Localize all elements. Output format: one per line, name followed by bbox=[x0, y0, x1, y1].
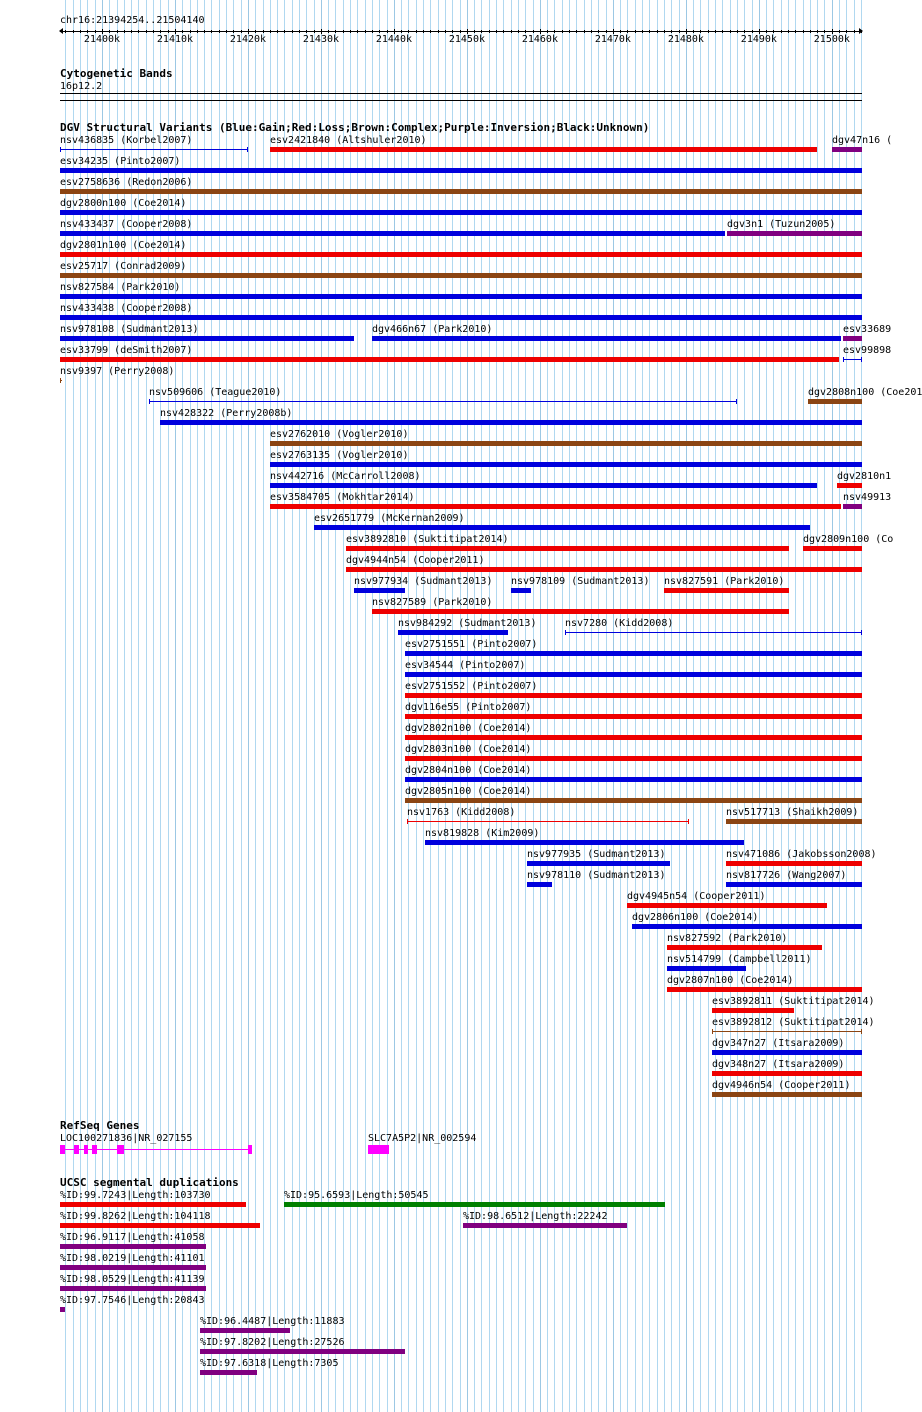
sv-feature-bar[interactable] bbox=[60, 189, 862, 194]
sv-feature-bar[interactable] bbox=[60, 315, 862, 320]
feature-label: esv2758636 (Redon2006) bbox=[60, 177, 193, 188]
sv-feature-bar[interactable] bbox=[405, 735, 862, 740]
feature-label: nsv442716 (McCarroll2008) bbox=[270, 471, 421, 482]
ruler-tick bbox=[773, 30, 774, 33]
feature-end-cap bbox=[861, 630, 862, 635]
ruler-tick bbox=[138, 30, 139, 33]
feature-label: dgv2809n100 (Co bbox=[803, 534, 894, 545]
feature-label: nsv428322 (Perry2008b) bbox=[160, 408, 293, 419]
ruler-tick bbox=[197, 30, 198, 33]
segdup-bar[interactable] bbox=[60, 1223, 260, 1228]
feature-end-cap bbox=[60, 378, 61, 383]
ruler-tick bbox=[306, 30, 307, 33]
feature-label: nsv827592 (Park2010) bbox=[667, 933, 788, 944]
ruler-tick bbox=[576, 30, 577, 33]
sv-feature-bar[interactable] bbox=[60, 149, 248, 150]
feature-label: dgv347n27 (Itsara2009) bbox=[712, 1038, 845, 1049]
feature-label: esv33689 bbox=[843, 324, 892, 335]
feature-label: %ID:98.0219|Length:41101 bbox=[60, 1253, 205, 1264]
feature-label: dgv116e55 (Pinto2007) bbox=[405, 702, 532, 713]
ruler-tick bbox=[693, 30, 694, 33]
sv-feature-bar[interactable] bbox=[425, 840, 744, 845]
ruler-tick bbox=[372, 30, 373, 33]
sv-feature-bar[interactable] bbox=[405, 756, 862, 761]
ruler-tick bbox=[131, 30, 132, 33]
ruler-tick bbox=[80, 30, 81, 33]
ruler-tick bbox=[649, 30, 650, 33]
ruler-tick bbox=[401, 30, 402, 33]
sv-feature-bar[interactable] bbox=[832, 147, 862, 152]
cytoband-line-top bbox=[60, 93, 862, 94]
feature-label: dgv2806n100 (Coe2014) bbox=[632, 912, 759, 923]
feature-label: nsv517713 (Shaikh2009) bbox=[726, 807, 859, 818]
refseq-title: RefSeq Genes bbox=[60, 1119, 140, 1132]
sv-feature-bar[interactable] bbox=[565, 632, 862, 633]
cytoband-label: 16p12.2 bbox=[60, 81, 103, 92]
feature-label: esv34544 (Pinto2007) bbox=[405, 660, 526, 671]
sv-feature-bar[interactable] bbox=[270, 504, 841, 509]
feature-end-cap bbox=[712, 1029, 713, 1034]
ruler-tick bbox=[591, 30, 592, 33]
gene-exon[interactable] bbox=[368, 1145, 389, 1154]
sv-feature-bar[interactable] bbox=[405, 651, 862, 656]
gene-exon[interactable] bbox=[248, 1145, 252, 1154]
feature-label: nsv977934 (Sudmant2013) bbox=[354, 576, 493, 587]
feature-label: dgv47n16 ( bbox=[832, 135, 893, 146]
feature-end-cap bbox=[736, 399, 737, 404]
ruler-tick bbox=[343, 30, 344, 33]
feature-label: esv2751551 (Pinto2007) bbox=[405, 639, 538, 650]
ruler-tick bbox=[299, 30, 300, 33]
sv-feature-bar[interactable] bbox=[632, 924, 862, 929]
sv-feature-bar[interactable] bbox=[270, 462, 862, 467]
segdup-bar[interactable] bbox=[60, 1244, 206, 1249]
feature-label: %ID:99.8262|Length:104118 bbox=[60, 1211, 211, 1222]
feature-label: nsv433438 (Cooper2008) bbox=[60, 303, 193, 314]
ruler-tick bbox=[474, 30, 475, 33]
sv-feature-bar[interactable] bbox=[712, 1031, 862, 1032]
gene-exon[interactable] bbox=[117, 1145, 124, 1154]
ruler-tick bbox=[744, 30, 745, 33]
feature-label: dgv2807n100 (Coe2014) bbox=[667, 975, 794, 986]
gene-intron-line bbox=[60, 1149, 252, 1150]
ruler-tick bbox=[219, 30, 220, 33]
feature-label: esv99898 bbox=[843, 345, 892, 356]
feature-label: nsv514799 (Campbell2011) bbox=[667, 954, 812, 965]
segdup-bar[interactable] bbox=[200, 1349, 405, 1354]
sv-feature-bar[interactable] bbox=[667, 966, 746, 971]
sv-feature-bar[interactable] bbox=[843, 336, 862, 341]
segdup-bar[interactable] bbox=[60, 1286, 206, 1291]
feature-end-cap bbox=[843, 357, 844, 362]
segdup-bar[interactable] bbox=[200, 1370, 257, 1375]
feature-label: esv3892810 (Suktitipat2014) bbox=[346, 534, 509, 545]
ruler-tick bbox=[708, 30, 709, 33]
sv-feature-bar[interactable] bbox=[372, 336, 841, 341]
ruler-tick bbox=[87, 30, 88, 33]
ruler-tick bbox=[781, 30, 782, 33]
ruler-tick bbox=[569, 30, 570, 33]
ruler-tick bbox=[314, 30, 315, 33]
ruler-tick bbox=[620, 30, 621, 33]
sv-feature-bar[interactable] bbox=[843, 504, 862, 509]
ruler-tick bbox=[379, 30, 380, 33]
ruler-tick bbox=[503, 30, 504, 33]
ruler-tick bbox=[357, 30, 358, 33]
feature-end-cap bbox=[688, 819, 689, 824]
feature-label: nsv509606 (Teague2010) bbox=[149, 387, 282, 398]
ruler-tick bbox=[270, 30, 271, 33]
feature-label: nsv827589 (Park2010) bbox=[372, 597, 493, 608]
feature-label: dgv4946n54 (Cooper2011) bbox=[712, 1080, 851, 1091]
ruler-tick bbox=[700, 30, 701, 33]
ruler-tick-label: 21460k bbox=[521, 34, 558, 45]
sv-feature-bar[interactable] bbox=[372, 609, 789, 614]
segdup-bar[interactable] bbox=[60, 1307, 65, 1312]
ruler-tick bbox=[525, 30, 526, 33]
sv-feature-bar[interactable] bbox=[354, 588, 405, 593]
ruler-tick bbox=[241, 30, 242, 33]
feature-label: esv2421840 (Altshuler2010) bbox=[270, 135, 427, 146]
ruler-tick bbox=[95, 30, 96, 33]
sv-feature-bar[interactable] bbox=[667, 945, 822, 950]
feature-label: LOC100271836|NR_027155 bbox=[60, 1133, 193, 1144]
sv-feature-bar[interactable] bbox=[405, 777, 862, 782]
feature-end-cap bbox=[861, 357, 862, 362]
ruler-tick bbox=[109, 30, 110, 33]
sv-feature-bar[interactable] bbox=[160, 420, 862, 425]
feature-label: esv2651779 (McKernan2009) bbox=[314, 513, 465, 524]
ruler-tick bbox=[598, 30, 599, 33]
feature-label: esv2751552 (Pinto2007) bbox=[405, 681, 538, 692]
sv-feature-bar[interactable] bbox=[405, 714, 862, 719]
segdup-bar[interactable] bbox=[463, 1223, 627, 1228]
ruler-tick bbox=[737, 30, 738, 33]
feature-label: dgv2804n100 (Coe2014) bbox=[405, 765, 532, 776]
feature-label: esv3892811 (Suktitipat2014) bbox=[712, 996, 875, 1007]
ruler-tick bbox=[226, 30, 227, 33]
feature-label: nsv436835 (Korbel2007) bbox=[60, 135, 193, 146]
gene-exon[interactable] bbox=[60, 1145, 65, 1154]
feature-label: dgv2801n100 (Coe2014) bbox=[60, 240, 187, 251]
sv-feature-bar[interactable] bbox=[712, 1092, 862, 1097]
ruler-tick-label: 21430k bbox=[302, 34, 340, 45]
cytoband-title: Cytogenetic Bands bbox=[60, 67, 173, 80]
feature-label: SLC7A5P2|NR_002594 bbox=[368, 1133, 477, 1144]
ruler-tick-label: 21410k bbox=[156, 34, 194, 45]
sv-feature-bar[interactable] bbox=[405, 672, 862, 677]
ruler-tick bbox=[671, 30, 672, 33]
feature-label: nsv978110 (Sudmant2013) bbox=[527, 870, 666, 881]
feature-label: nsv978109 (Sudmant2013) bbox=[511, 576, 650, 587]
feature-label: nsv827584 (Park2010) bbox=[60, 282, 181, 293]
ruler-tick bbox=[387, 30, 388, 33]
feature-end-cap bbox=[565, 630, 566, 635]
sv-feature-bar[interactable] bbox=[527, 861, 670, 866]
feature-label: esv2763135 (Vogler2010) bbox=[270, 450, 409, 461]
ruler-tick bbox=[489, 30, 490, 33]
ruler-tick bbox=[657, 30, 658, 33]
feature-label: esv33799 (deSmith2007) bbox=[60, 345, 193, 356]
ruler-tick bbox=[438, 30, 439, 33]
ruler-tick bbox=[233, 30, 234, 33]
sv-feature-bar[interactable] bbox=[843, 359, 862, 360]
ruler-tick bbox=[350, 30, 351, 33]
sv-feature-bar[interactable] bbox=[726, 819, 862, 824]
ruler-tick bbox=[124, 30, 125, 33]
sv-feature-bar[interactable] bbox=[60, 231, 725, 236]
feature-label: %ID:97.6318|Length:7305 bbox=[200, 1358, 339, 1369]
ruler-tick-label: 21470k bbox=[594, 34, 631, 45]
sv-feature-bar[interactable] bbox=[405, 798, 862, 803]
sv-feature-bar[interactable] bbox=[667, 987, 862, 992]
sv-feature-bar[interactable] bbox=[727, 231, 862, 236]
feature-end-cap bbox=[861, 1029, 862, 1034]
ruler-tick-label: 21400k bbox=[83, 34, 121, 45]
ruler-tick bbox=[408, 30, 409, 33]
ruler-tick bbox=[533, 30, 534, 33]
feature-label: %ID:98.6512|Length:22242 bbox=[463, 1211, 608, 1222]
ruler-tick bbox=[460, 30, 461, 33]
ruler-tick bbox=[679, 30, 680, 33]
sv-feature-bar[interactable] bbox=[837, 483, 862, 488]
segdup-bar[interactable] bbox=[284, 1202, 665, 1207]
feature-label: nsv9397 (Perry2008) bbox=[60, 366, 175, 377]
ruler-axis bbox=[60, 31, 862, 32]
feature-label: dgv2810n1 bbox=[837, 471, 892, 482]
ruler-tick bbox=[846, 30, 847, 33]
sv-feature-bar[interactable] bbox=[726, 882, 862, 887]
ruler-tick bbox=[547, 30, 548, 33]
sv-feature-bar[interactable] bbox=[405, 693, 862, 698]
ruler-tick bbox=[328, 30, 329, 33]
ruler-arrow-right bbox=[859, 28, 863, 34]
feature-label: dgv4944n54 (Cooper2011) bbox=[346, 555, 485, 566]
feature-label: dgv2803n100 (Coe2014) bbox=[405, 744, 532, 755]
feature-label: dgv4945n54 (Cooper2011) bbox=[627, 891, 766, 902]
ruler-tick-label: 21450k bbox=[448, 34, 485, 45]
segdup-title: UCSC segmental duplications bbox=[60, 1176, 239, 1189]
feature-label: esv34235 (Pinto2007) bbox=[60, 156, 181, 167]
ruler-tick bbox=[153, 30, 154, 33]
sv-feature-bar[interactable] bbox=[60, 252, 862, 257]
feature-label: %ID:97.7546|Length:20843 bbox=[60, 1295, 205, 1306]
gene-exon[interactable] bbox=[84, 1145, 88, 1154]
sv-feature-bar[interactable] bbox=[627, 903, 827, 908]
ruler-tick bbox=[146, 30, 147, 33]
feature-label: nsv819828 (Kim2009) bbox=[425, 828, 540, 839]
ruler-tick bbox=[788, 30, 789, 33]
sv-feature-bar[interactable] bbox=[270, 147, 817, 152]
ruler-tick bbox=[562, 30, 563, 33]
ruler-tick bbox=[292, 30, 293, 33]
sv-feature-bar[interactable] bbox=[314, 525, 810, 530]
ruler-tick bbox=[452, 30, 453, 33]
sv-feature-bar[interactable] bbox=[712, 1008, 794, 1013]
ruler-tick bbox=[664, 30, 665, 33]
ruler-tick bbox=[496, 30, 497, 33]
feature-label: dgv2805n100 (Coe2014) bbox=[405, 786, 532, 797]
ruler-tick bbox=[817, 30, 818, 33]
ruler-tick bbox=[335, 30, 336, 33]
sv-feature-bar[interactable] bbox=[270, 441, 862, 446]
ruler-tick bbox=[255, 30, 256, 33]
ruler-tick-label: 21490k bbox=[740, 34, 777, 45]
sv-feature-bar[interactable] bbox=[726, 861, 862, 866]
feature-label: nsv7280 (Kidd2008) bbox=[565, 618, 674, 629]
ruler-tick bbox=[416, 30, 417, 33]
ruler-tick bbox=[190, 30, 191, 33]
ruler-tick bbox=[365, 30, 366, 33]
feature-label: %ID:97.8202|Length:27526 bbox=[200, 1337, 345, 1348]
gene-exon[interactable] bbox=[92, 1145, 97, 1154]
feature-label: dgv3n1 (Tuzun2005) bbox=[727, 219, 836, 230]
ruler-tick bbox=[518, 30, 519, 33]
feature-label: esv3584705 (Mokhtar2014) bbox=[270, 492, 415, 503]
ruler-tick-label: 21420k bbox=[229, 34, 267, 45]
feature-end-cap bbox=[247, 147, 248, 152]
feature-label: nsv827591 (Park2010) bbox=[664, 576, 785, 587]
feature-label: dgv2802n100 (Coe2014) bbox=[405, 723, 532, 734]
feature-label: esv3892812 (Suktitipat2014) bbox=[712, 1017, 875, 1028]
sv-feature-bar[interactable] bbox=[346, 567, 862, 572]
feature-label: %ID:96.4487|Length:11883 bbox=[200, 1316, 345, 1327]
feature-label: dgv2808n100 (Coe201 bbox=[808, 387, 922, 398]
feature-label: %ID:95.6593|Length:50545 bbox=[284, 1190, 429, 1201]
sv-feature-bar[interactable] bbox=[60, 210, 862, 215]
feature-label: esv2762010 (Vogler2010) bbox=[270, 429, 409, 440]
ruler-tick bbox=[715, 30, 716, 33]
ruler-tick bbox=[752, 30, 753, 33]
feature-end-cap bbox=[407, 819, 408, 824]
ruler-tick bbox=[445, 30, 446, 33]
ruler-tick bbox=[824, 30, 825, 33]
dgv-title: DGV Structural Variants (Blue:Gain;Red:Loss;Brown:Complex;Purple:Inversion;Black:Unknown) bbox=[60, 121, 650, 134]
sv-feature-bar[interactable] bbox=[346, 546, 789, 551]
ruler-tick bbox=[803, 30, 804, 33]
ruler-tick bbox=[204, 30, 205, 33]
ruler-tick bbox=[481, 30, 482, 33]
ruler-tick bbox=[211, 30, 212, 33]
ruler-title: chr16:21394254..21504140 bbox=[60, 15, 205, 26]
ruler-tick bbox=[627, 30, 628, 33]
ruler-tick bbox=[263, 30, 264, 33]
feature-label: nsv984292 (Sudmant2013) bbox=[398, 618, 537, 629]
sv-feature-bar[interactable] bbox=[149, 401, 737, 402]
feature-label: %ID:98.0529|Length:41139 bbox=[60, 1274, 205, 1285]
feature-label: %ID:96.9117|Length:41058 bbox=[60, 1232, 205, 1243]
ruler-arrow-left bbox=[59, 28, 63, 34]
feature-label: dgv2800n100 (Coe2014) bbox=[60, 198, 187, 209]
sv-feature-bar[interactable] bbox=[712, 1071, 862, 1076]
sv-feature-bar[interactable] bbox=[60, 273, 862, 278]
ruler-tick bbox=[730, 30, 731, 33]
sv-feature-bar[interactable] bbox=[664, 588, 789, 593]
sv-feature-bar[interactable] bbox=[527, 882, 552, 887]
feature-label: nsv1763 (Kidd2008) bbox=[407, 807, 516, 818]
feature-label: %ID:99.7243|Length:103730 bbox=[60, 1190, 211, 1201]
ruler-tick bbox=[423, 30, 424, 33]
ruler-tick bbox=[854, 30, 855, 33]
ruler-tick bbox=[117, 30, 118, 33]
sv-feature-bar[interactable] bbox=[60, 336, 354, 341]
segdup-bar[interactable] bbox=[60, 1202, 246, 1207]
feature-end-cap bbox=[60, 147, 61, 152]
ruler-tick bbox=[73, 30, 74, 33]
ruler-tick-label: 21440k bbox=[375, 34, 412, 45]
ruler-tick bbox=[554, 30, 555, 33]
feature-label: nsv471086 (Jakobsson2008) bbox=[726, 849, 877, 860]
ruler-tick bbox=[795, 30, 796, 33]
ruler-tick bbox=[160, 30, 161, 33]
ruler-tick bbox=[642, 30, 643, 33]
ruler-tick-label: 21500k bbox=[813, 34, 850, 45]
feature-label: dgv348n27 (Itsara2009) bbox=[712, 1059, 845, 1070]
ruler-tick bbox=[584, 30, 585, 33]
ruler-tick bbox=[722, 30, 723, 33]
ruler-tick bbox=[284, 30, 285, 33]
sv-feature-bar[interactable] bbox=[511, 588, 531, 593]
sv-feature-bar[interactable] bbox=[803, 546, 862, 551]
feature-label: dgv466n67 (Park2010) bbox=[372, 324, 493, 335]
feature-label: nsv977935 (Sudmant2013) bbox=[527, 849, 666, 860]
ruler-tick bbox=[606, 30, 607, 33]
ruler-tick bbox=[511, 30, 512, 33]
ruler-tick bbox=[839, 30, 840, 33]
ruler-tick bbox=[810, 30, 811, 33]
sv-feature-bar[interactable] bbox=[270, 483, 817, 488]
feature-label: nsv978108 (Sudmant2013) bbox=[60, 324, 199, 335]
feature-label: nsv49913 bbox=[843, 492, 892, 503]
feature-label: nsv817726 (Wang2007) bbox=[726, 870, 847, 881]
segdup-bar[interactable] bbox=[60, 1265, 206, 1270]
ruler-tick bbox=[182, 30, 183, 33]
ruler-tick bbox=[277, 30, 278, 33]
ruler-tick bbox=[65, 30, 66, 33]
ruler-tick bbox=[430, 30, 431, 33]
feature-label: nsv433437 (Cooper2008) bbox=[60, 219, 193, 230]
sv-feature-bar[interactable] bbox=[712, 1050, 862, 1055]
ruler-tick bbox=[635, 30, 636, 33]
sv-feature-bar[interactable] bbox=[398, 630, 508, 635]
sv-feature-bar[interactable] bbox=[60, 357, 839, 362]
ruler-tick-label: 21480k bbox=[667, 34, 704, 45]
ruler-tick bbox=[766, 30, 767, 33]
feature-end-cap bbox=[149, 399, 150, 404]
cytoband-line-bottom bbox=[60, 100, 862, 101]
sv-feature-bar[interactable] bbox=[407, 821, 689, 822]
segdup-bar[interactable] bbox=[200, 1328, 290, 1333]
feature-label: esv25717 (Conrad2009) bbox=[60, 261, 187, 272]
ruler-tick bbox=[168, 30, 169, 33]
gene-exon[interactable] bbox=[74, 1145, 79, 1154]
sv-feature-bar[interactable] bbox=[60, 168, 862, 173]
sv-feature-bar[interactable] bbox=[808, 399, 862, 404]
sv-feature-bar[interactable] bbox=[60, 294, 862, 299]
